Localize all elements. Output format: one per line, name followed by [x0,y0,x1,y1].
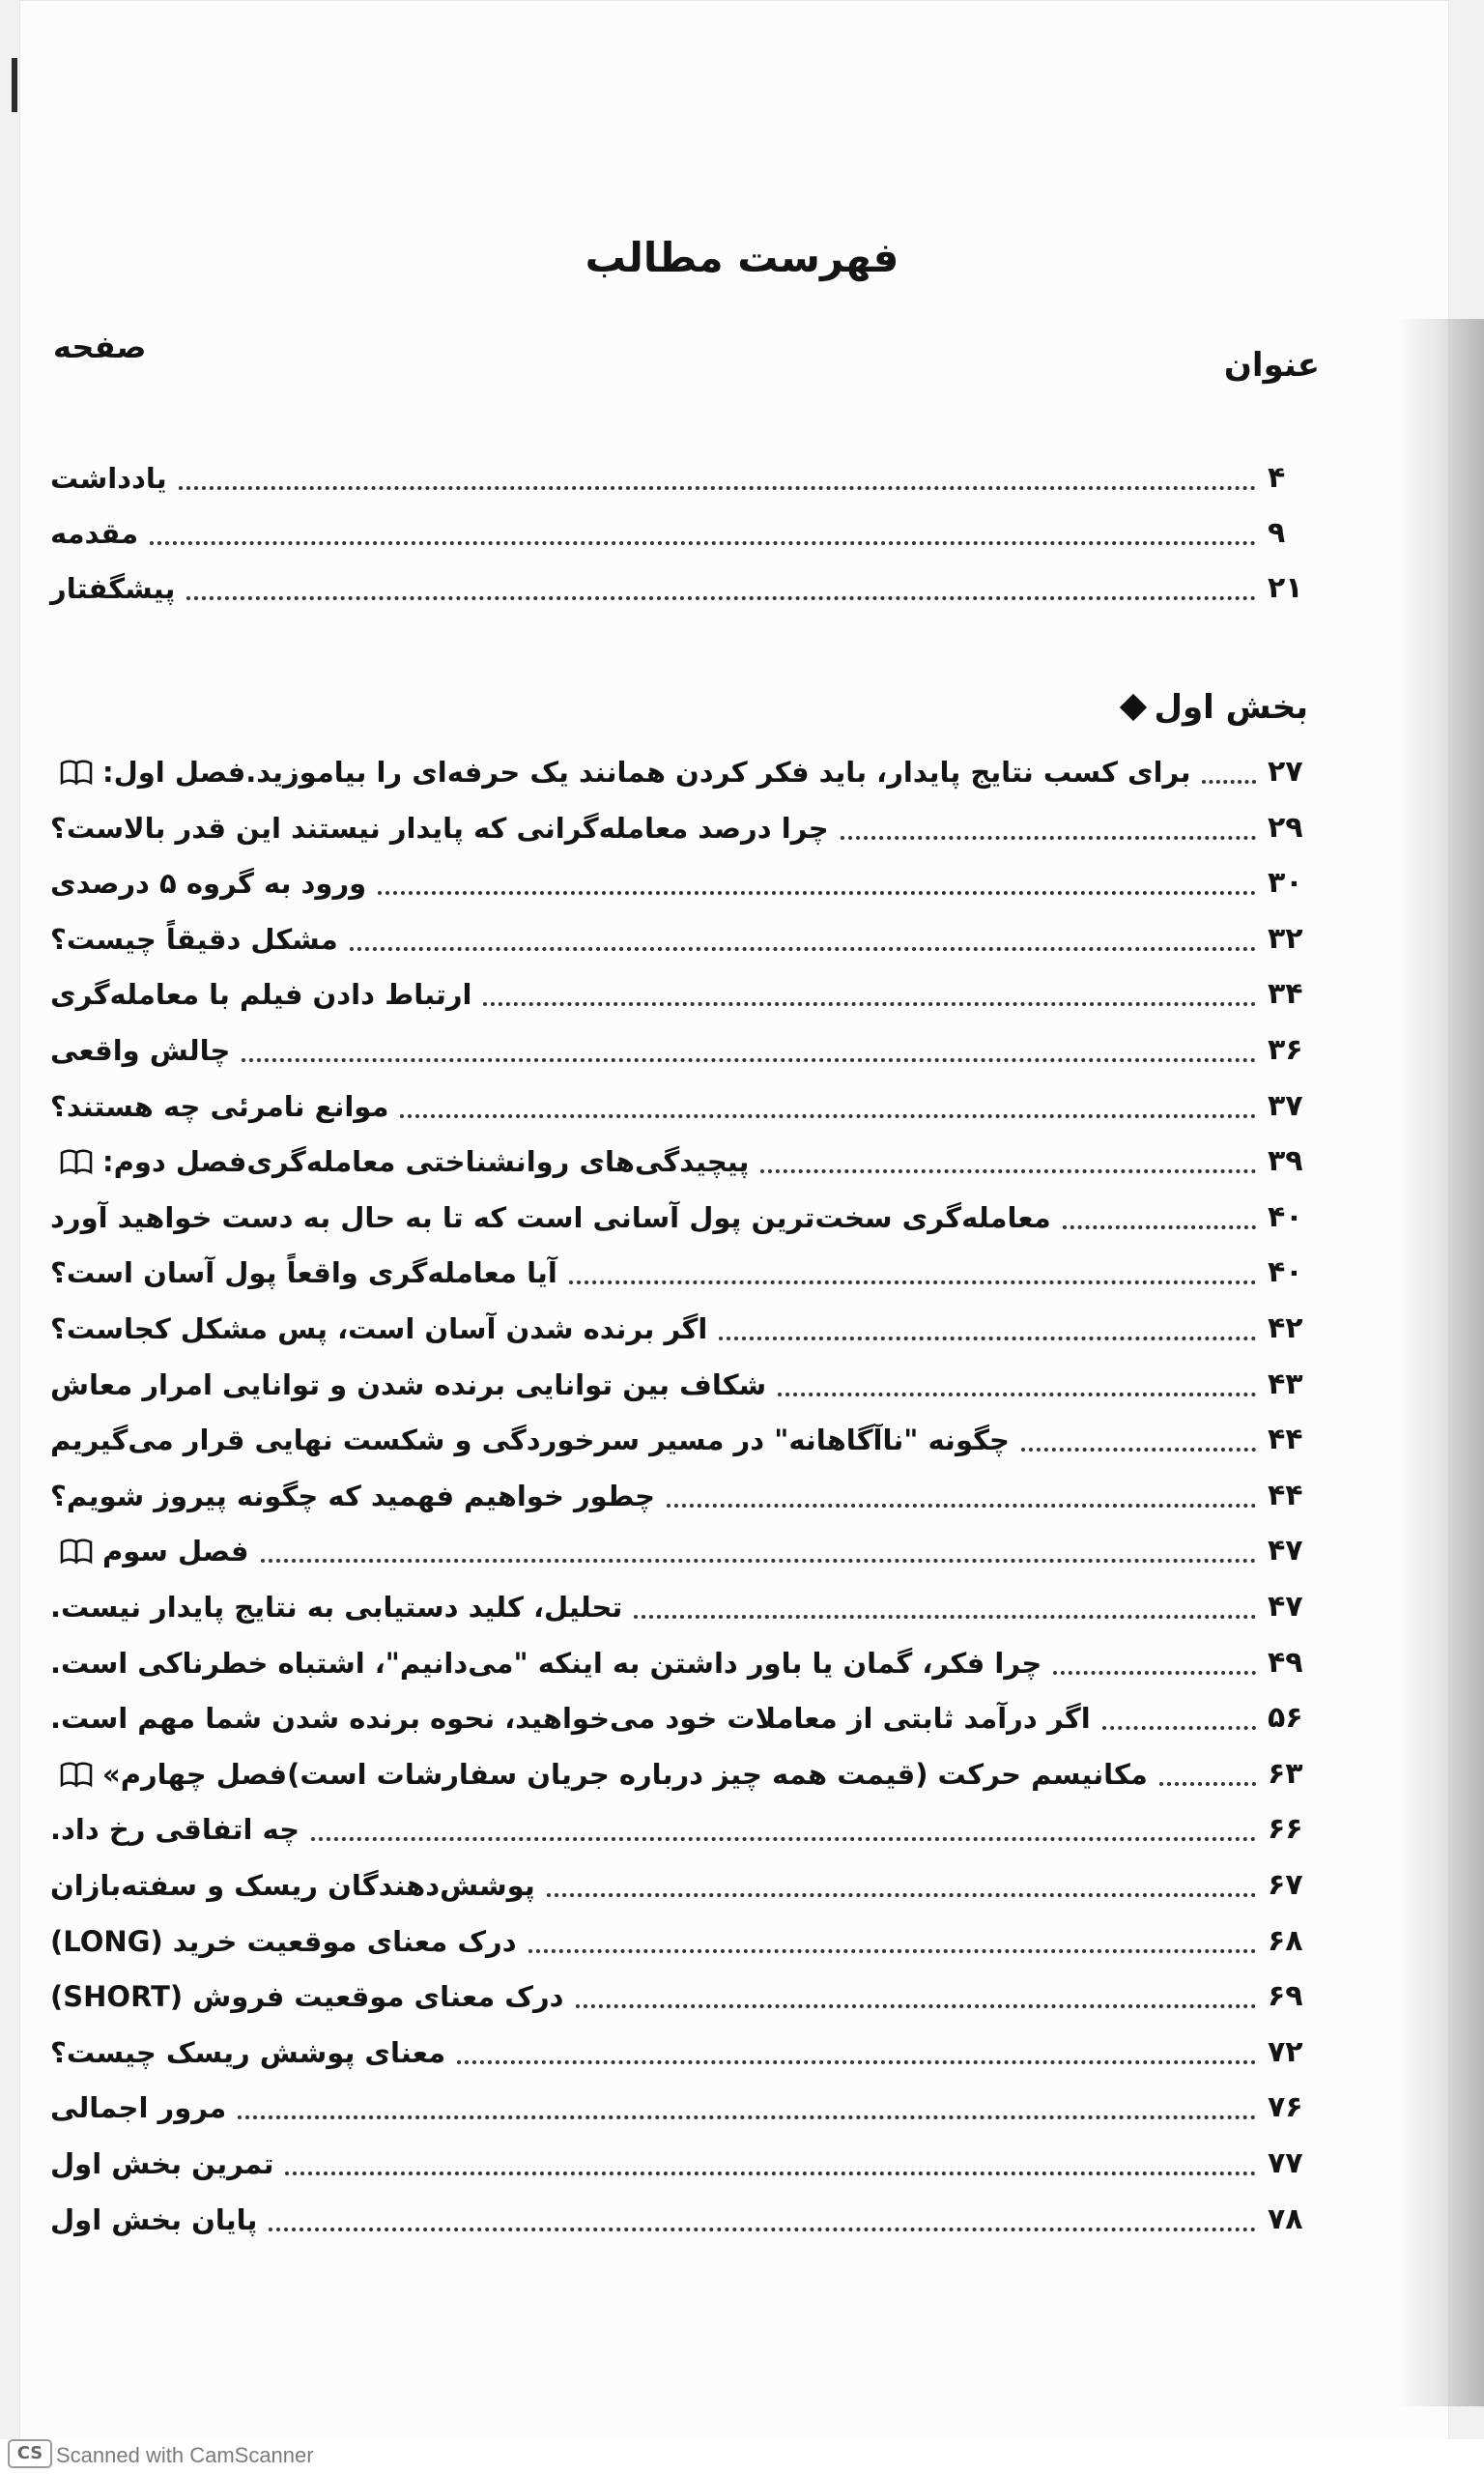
dot-leader [378,891,1256,895]
dot-leader [667,1504,1256,1508]
toc-item-title: چطور خواهیم فهمید که چگونه پیروز شویم؟ [50,1479,655,1512]
toc-entry-row [50,1583,1310,1631]
page-number: ۶۸ [1268,1924,1303,1958]
page-number: ۴۴ [1268,1423,1303,1456]
toc-chapter-row [50,1137,1310,1186]
dot-leader [841,836,1256,840]
toc-item-title: پایان بخش اول [50,2202,258,2236]
toc-item-title: برای کسب نتایج پایدار، باید فکر کردن همانند یک حرفه‌ای را بیاموزید. [245,755,1191,789]
page-number: ۲۹ [1268,811,1303,845]
toc-entry-row [50,1416,1310,1464]
toc-entry-row [50,454,1310,503]
page-number: ۶۹ [1268,1979,1303,2013]
dot-leader [400,1114,1256,1118]
dot-leader [150,541,1256,545]
page-number: ۷۸ [1268,2202,1303,2236]
page-number: ۳۴ [1268,977,1303,1011]
section-heading [1124,688,1308,727]
intro-title: مقدمه [50,516,139,550]
toc-item-title: آیا معامله‌گری واقعاً پول آسان است؟ [50,1255,557,1289]
toc-entry-row [50,1361,1310,1409]
page-shadow [1397,319,1484,2406]
toc-entry-row [50,859,1310,907]
page-edge-mark [12,58,17,112]
toc-item-title: چگونه "ناآگاهانه" در مسیر سرخوردگی و شکست نهایی قرار می‌گیریم [50,1423,1010,1456]
toc-chapter-row [50,748,1310,796]
page-number: ۳۹ [1268,1144,1303,1178]
toc-entry-row [50,1805,1310,1854]
toc-chapter-row [50,1527,1310,1575]
toc-entry-row [50,915,1310,964]
page-number: ۳۶ [1268,1033,1303,1067]
toc-item-title: مرور اجمالی [50,2090,227,2124]
toc-item-title: تمرین بخش اول [50,2146,274,2180]
page-number: ۶۶ [1268,1812,1303,1846]
dot-leader [1053,1671,1256,1675]
dot-leader [261,1559,1257,1563]
toc-entry-row [50,1972,1310,2021]
page-number: ۴۳ [1268,1367,1303,1401]
toc-item-title: معنای پوشش ریسک چیست؟ [50,2035,446,2069]
toc-chapter-row [50,1750,1310,1798]
page-number: ۴۷ [1268,1590,1303,1624]
chapter-prefix: فصل چهارم» [102,1758,288,1791]
dot-leader [179,486,1256,490]
book-icon [60,1761,93,1788]
page-number: ۴۲ [1268,1311,1303,1345]
page-number: ۴۴ [1268,1479,1303,1512]
toc-entry-row [50,1694,1310,1742]
toc-item-title: ورود به گروه ۵ درصدی [50,866,367,900]
toc-entry-row [50,1305,1310,1353]
toc-item-title: چه اتفاقی رخ داد. [50,1812,300,1846]
toc-entry-row [50,1917,1310,1966]
dot-leader [350,947,1256,951]
toc-item-title: درک معنای موقعیت فروش (SHORT) [50,1979,564,2013]
page-column-header: صفحه [53,329,147,365]
page-number: ۳۷ [1268,1089,1303,1123]
section-title: بخش اول [1154,688,1308,727]
toc-item-title: موانع نامرئی چه هستند؟ [50,1089,389,1123]
toc-entry-row [50,1026,1310,1075]
toc-item-title: پوشش‌دهندگان ریسک و سفته‌بازان [50,1868,535,1902]
dot-leader [1063,1225,1256,1229]
page-number: ۴۹ [1268,1646,1303,1680]
toc-item-title: شکاف بین توانایی برنده شدن و توانایی امرار معاش [50,1367,767,1401]
toc-entry-row [50,1082,1310,1131]
page-number: ۲۱ [1268,571,1303,605]
page-number: ۳۰ [1268,866,1303,900]
toc-entry-row [50,1472,1310,1520]
page-number: ۴۷ [1268,1534,1303,1568]
page-number: ۴ [1268,461,1286,495]
dot-leader [760,1169,1256,1173]
camscanner-logo: CS [8,2439,52,2468]
dot-leader [242,1058,1256,1062]
toc-entry-row [50,1194,1310,1242]
toc-item-title: درک معنای موقعیت خرید (LONG) [50,1924,517,1958]
dot-leader [1021,1448,1256,1452]
book-icon [60,1148,93,1175]
toc-entry-row [50,804,1310,852]
page-number: ۵۶ [1268,1701,1303,1735]
intro-title: یادداشت [50,461,167,495]
page-number: ۴۰ [1268,1200,1303,1234]
dot-leader [778,1393,1256,1396]
dot-leader [1202,780,1256,784]
chapter-prefix: فصل دوم: [102,1145,247,1178]
scanner-footer [0,2439,1484,2474]
page-title: فهرست مطالب [585,234,899,281]
dot-leader [634,1615,1256,1619]
dot-leader [528,1949,1256,1953]
toc-entry-row [50,2140,1310,2188]
dot-leader [186,596,1256,600]
toc-entry-row [50,2084,1310,2132]
intro-title: پیشگفتار [50,571,176,605]
toc-entry-row [50,1249,1310,1297]
toc-item-title: مکانیسم حرکت (قیمت همه چیز درباره جریان سفارشات است) [287,1757,1148,1791]
dot-leader [569,1280,1256,1284]
scanner-text: Scanned with CamScanner [56,2443,314,2467]
toc-item-title: پیچیدگی‌های روانشناختی معامله‌گری [246,1144,750,1178]
toc-entry-row [50,1639,1310,1687]
book-icon [60,1538,93,1565]
chapter-prefix: فصل سوم [102,1535,249,1568]
page-number: ۷۷ [1268,2146,1303,2180]
dot-leader [719,1337,1256,1340]
toc-entry-row [50,970,1310,1019]
page-number: ۳۲ [1268,922,1303,956]
toc-item-title: چالش واقعی [50,1033,231,1067]
toc-item-title: مشکل دقیقاً چیست؟ [50,922,338,956]
page-number: ۹ [1268,516,1286,550]
chapter-prefix: فصل اول: [102,756,246,789]
dot-leader [457,2060,1256,2064]
toc-entry-row [50,2028,1310,2077]
page-number: ۶۷ [1268,1868,1303,1902]
book-icon [60,759,93,786]
dot-leader [576,2004,1256,2008]
page-number: ۷۶ [1268,2090,1303,2124]
toc-item-title: چرا فکر، گمان یا باور داشتن به اینکه "می‌دانیم"، اشتباه خطرناکی است. [50,1646,1042,1680]
toc-entry-row [50,564,1310,613]
page-number: ۲۷ [1268,755,1303,789]
dot-leader [483,1002,1256,1006]
dot-leader [547,1893,1256,1897]
dot-leader [269,2228,1256,2231]
toc-item-title: تحلیل، کلید دستیابی به نتایج پایدار نیست. [50,1590,623,1624]
toc-entry-row [50,1861,1310,1910]
toc-entry-row [50,2196,1310,2244]
title-column-header: عنوان [1223,346,1320,385]
toc-item-title: اگر درآمد ثابتی از معاملات خود می‌خواهید، نحوه برنده شدن شما مهم است. [50,1701,1091,1735]
toc-item-title: اگر برنده شدن آسان است، پس مشکل کجاست؟ [50,1311,708,1345]
page-number: ۴۰ [1268,1255,1303,1289]
toc-item-title: چرا درصد معامله‌گرانی که پایدار نیستند این قدر بالاست؟ [50,811,829,845]
dot-leader [1159,1782,1256,1786]
dot-leader [285,2172,1256,2175]
dot-leader [1102,1726,1256,1730]
page-number: ۶۳ [1268,1757,1303,1791]
diamond-icon [1119,694,1146,721]
dot-leader [238,2115,1256,2119]
dot-leader [311,1837,1256,1841]
toc-item-title: معامله‌گری سخت‌ترین پول آسانی است که تا به حال به دست خواهید آورد [50,1200,1051,1234]
page-number: ۷۲ [1268,2035,1303,2069]
toc-item-title: ارتباط دادن فیلم با معامله‌گری [50,977,472,1011]
toc-entry-row [50,509,1310,558]
